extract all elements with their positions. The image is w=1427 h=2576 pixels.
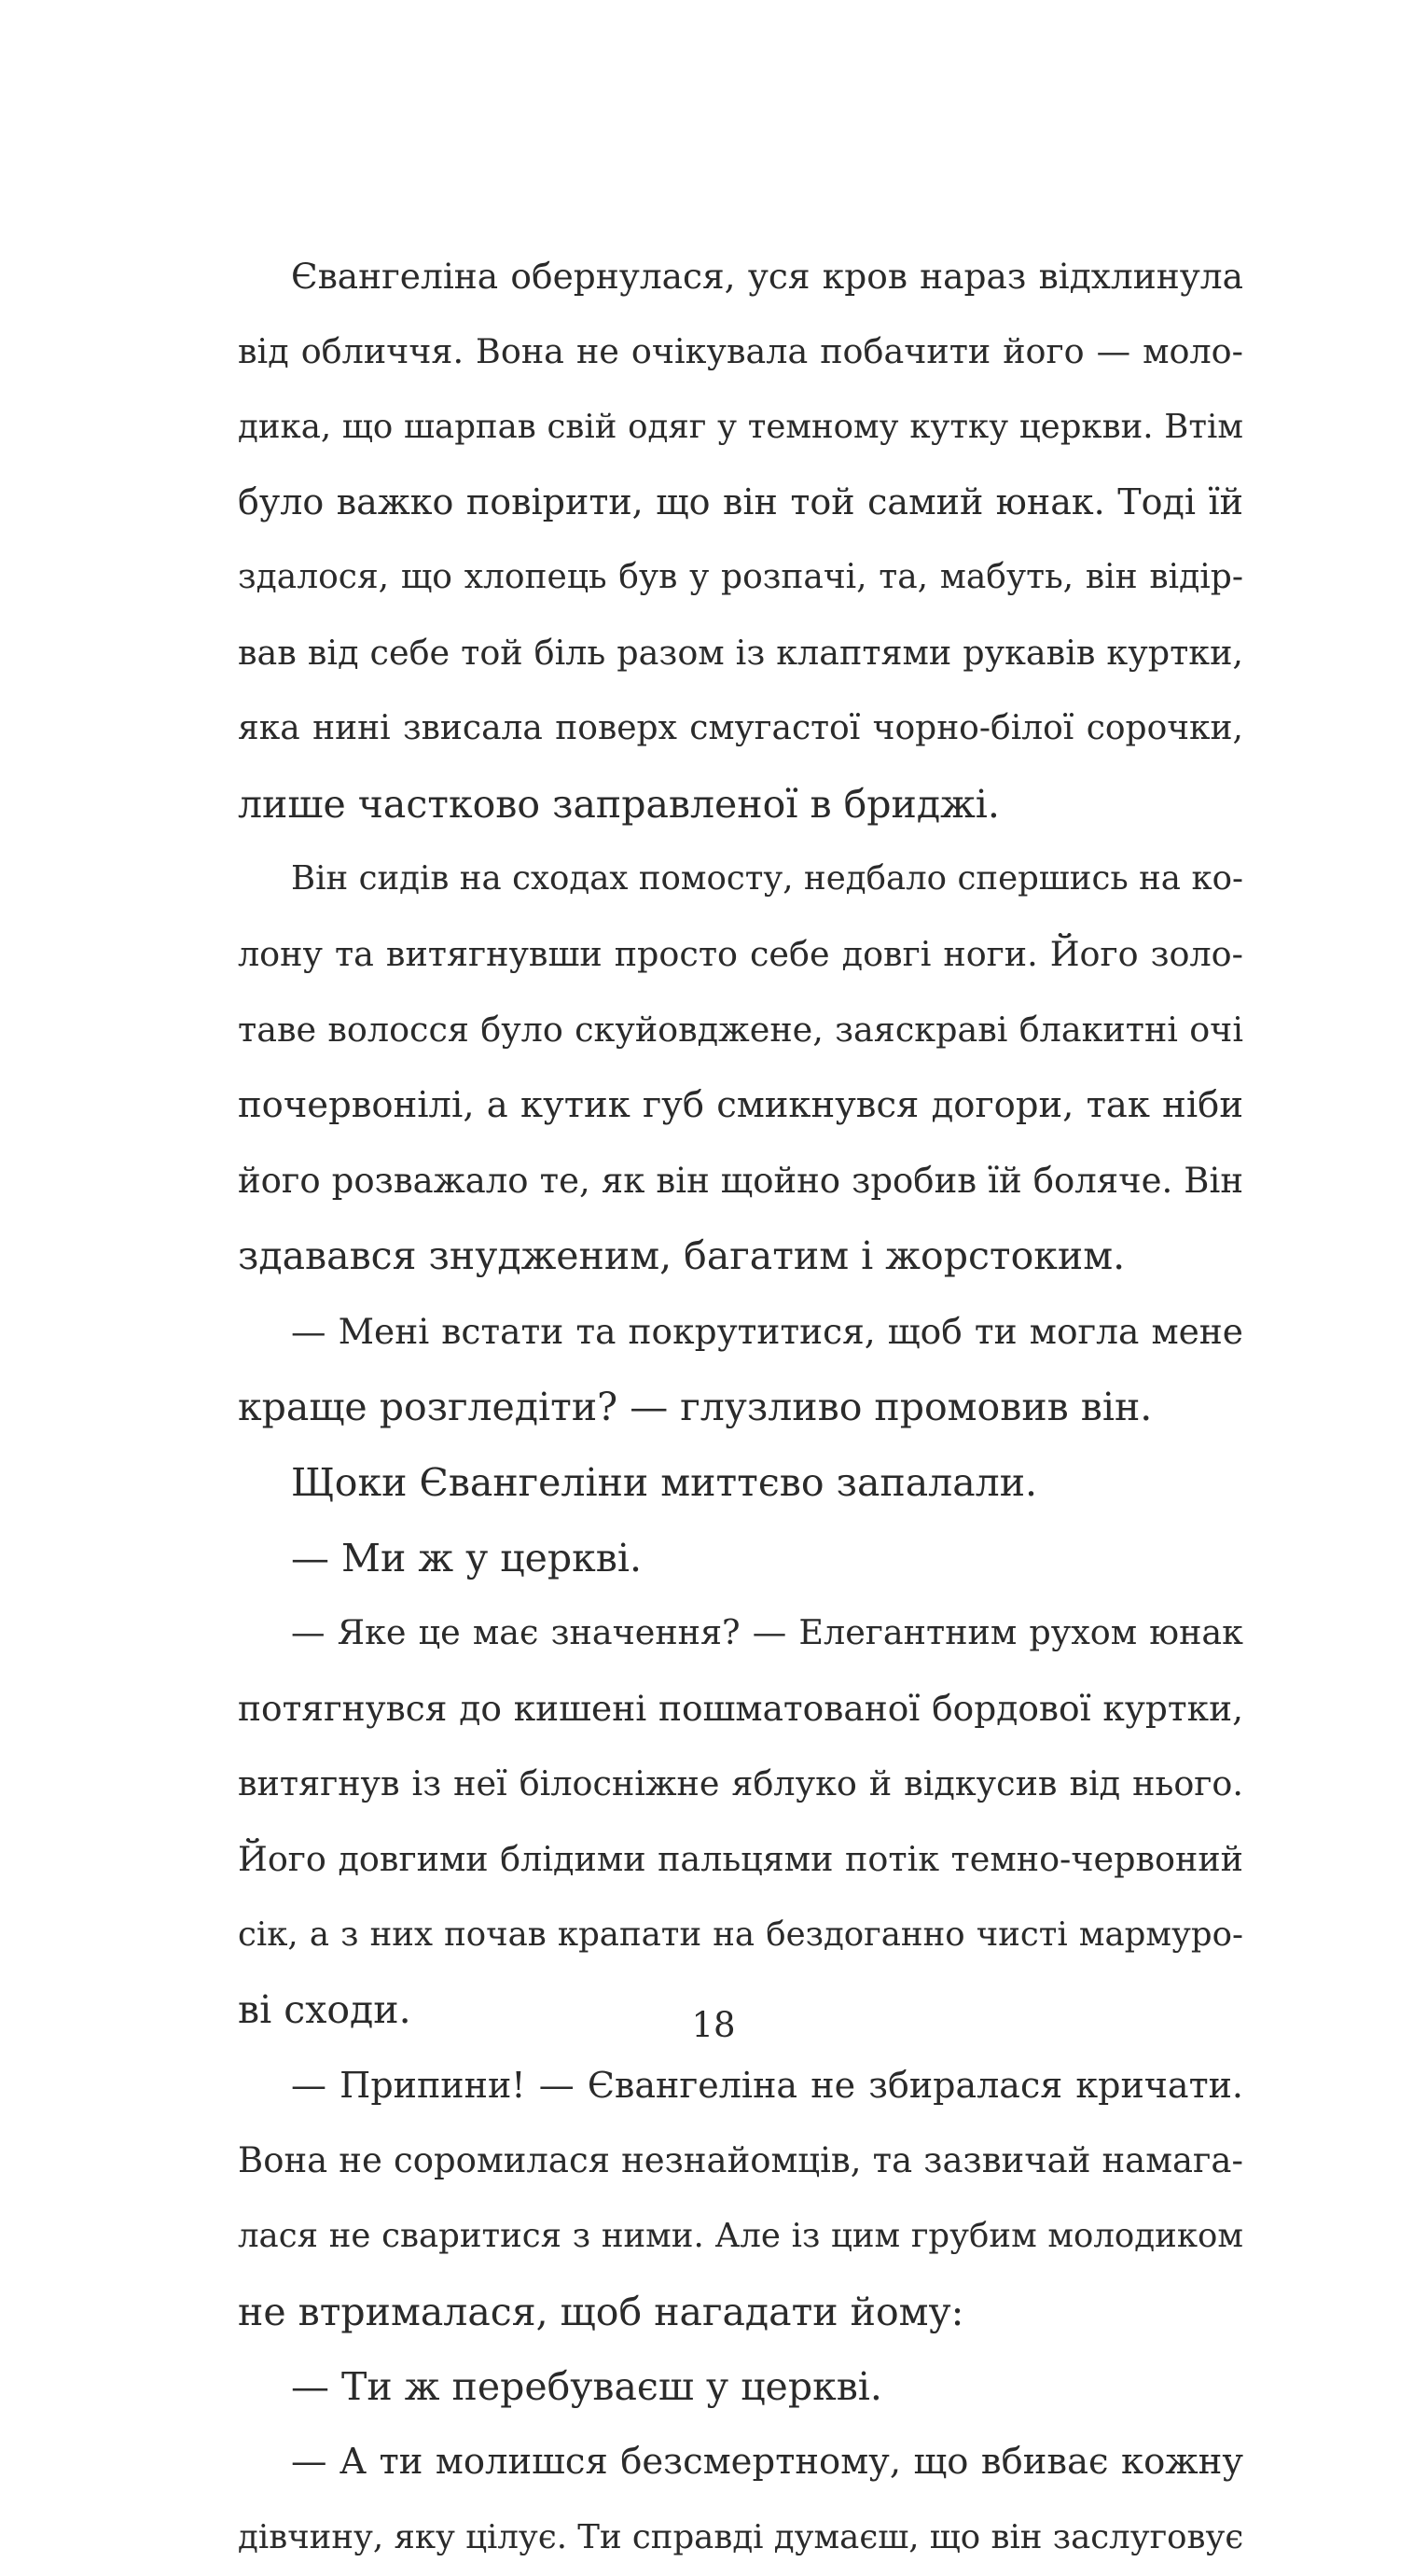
page-number: 18 xyxy=(691,2005,736,2045)
text-line: дика, що шарпав свій одяг у темному кутку церкви. Втім xyxy=(238,407,1243,446)
text-line: здалося, що хлопець був у розпачі, та, мабуть, він відір- xyxy=(238,558,1243,597)
text-line: вав від себе той біль разом із клаптями рукавів куртки, xyxy=(238,632,1243,673)
text-line: — Припини! — Євангеліна не збиралася кричати. xyxy=(291,2065,1243,2107)
text-line: сік, а з них почав крапати на бездоганно чисті мармуро- xyxy=(238,1915,1243,1954)
text-line: було важко повірити, що він той самий юнак. Тоді їй xyxy=(238,481,1243,523)
text-line: витягнув із неї білосніжне яблуко й відкусив від нього. xyxy=(238,1762,1243,1803)
text-line: лася не сваритися з ними. Але із цим грубим молодиком xyxy=(238,2216,1243,2255)
text-line: почервонілі, а кутик губ смикнувся догори, так ніби xyxy=(238,1083,1243,1126)
text-line: Щоки Євангеліни миттєво запалали. xyxy=(291,1459,1038,1505)
body-text xyxy=(238,239,1243,2576)
text-line: лише частково заправленої в бриджі. xyxy=(238,781,1000,827)
text-line: ві сходи. xyxy=(238,1987,411,2033)
text-line: — Мені встати та покрутитися, щоб ти могла мене xyxy=(291,1311,1243,1353)
text-line: від обличчя. Вона не очікувала побачити його — моло- xyxy=(238,330,1243,371)
text-line: його розважало те, як він щойно зробив їй боляче. Він xyxy=(238,1160,1243,1201)
text-line: потягнувся до кишені пошматованої бордової куртки, xyxy=(238,1688,1243,1730)
text-line: яка нині звисала поверх смугастої чорно-білої сорочки, xyxy=(238,708,1243,747)
text-line: дівчину, яку цілує. Ти справді думаєш, що він заслуговує xyxy=(238,2517,1244,2556)
text-line: Вона не соромилася незнайомців, та зазвичай намага- xyxy=(238,2139,1243,2180)
text-line: — Яке це має значення? — Елегантним рухом юнак xyxy=(291,1612,1243,1653)
text-line: лону та витягнувши просто себе довгі ноги. Його золо- xyxy=(238,934,1243,975)
text-line: Він сидів на сходах помосту, недбало спершись на ко- xyxy=(291,859,1243,898)
text-line: Його довгими блідими пальцями потік темно-червоний xyxy=(238,1838,1243,1879)
text-line: — А ти молишся безсмертному, що вбиває кожну xyxy=(291,2441,1243,2484)
text-line: не втрималася, щоб нагадати йому: xyxy=(238,2289,964,2334)
text-line: Євангеліна обернулася, уся кров нараз відхлинула xyxy=(291,256,1243,297)
text-line: — Ти ж перебуваєш у церкві. xyxy=(291,2364,882,2410)
text-line: краще розгледіти? — глузливо промовив він. xyxy=(238,1384,1153,1429)
text-line: таве волосся було скуйовджене, заяскраві блакитні очі xyxy=(238,1009,1243,1050)
text-line: здавався знудженим, багатим і жорстоким. xyxy=(238,1233,1126,1279)
text-line: — Ми ж у церкві. xyxy=(291,1535,643,1580)
